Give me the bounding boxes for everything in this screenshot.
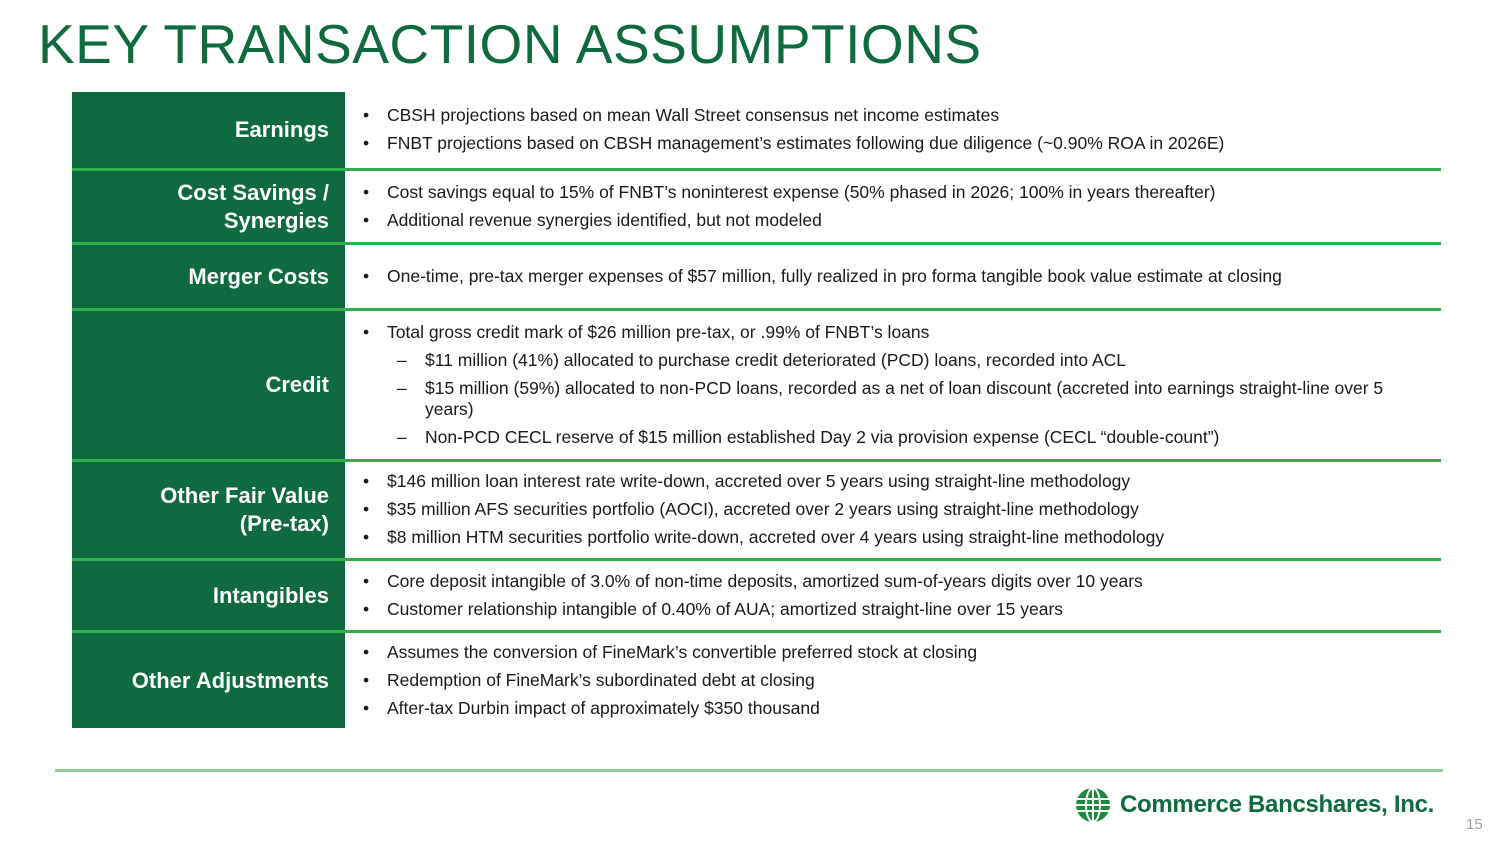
row-content [345,561,1441,630]
row-earnings [72,92,1441,171]
bullet-item: • After-tax Durbin impact of approximately $350 thousand [361,698,1411,719]
row-content [345,92,1441,168]
footer-divider [55,769,1443,772]
row-content [345,462,1441,558]
row-label: Other Adjustments [72,633,345,728]
row-label: Other Fair Value (Pre-tax) [72,462,345,558]
bullet-item: • Total gross credit mark of $26 million pre-tax, or .99% of FNBT’s loans [361,322,1411,343]
row-other-fair-value [72,462,1441,561]
assumptions-table [72,92,1441,728]
bullet-item: • Cost savings equal to 15% of FNBT’s noninterest expense (50% phased in 2026; 100% in years thereafter) [361,182,1411,203]
bullet-item: • One-time, pre-tax merger expenses of $57 million, fully realized in pro forma tangible book value estimate at closing [361,266,1411,287]
globe-icon [1074,786,1112,824]
row-merger-costs [72,245,1441,311]
row-label: Cost Savings / Synergies [72,171,345,242]
row-credit [72,311,1441,462]
page-title: KEY TRANSACTION ASSUMPTIONS [38,13,982,75]
company-logo [1074,786,1434,824]
bullet-item: • Customer relationship intangible of 0.40% of AUA; amortized straight-line over 15 years [361,599,1411,620]
sub-bullet-item: – $11 million (41%) allocated to purchase credit deteriorated (PCD) loans, recorded into ACL [361,350,1411,371]
row-label: Earnings [72,92,345,168]
row-label: Merger Costs [72,245,345,308]
row-cost-savings [72,171,1441,245]
logo-text: Commerce Bancshares, Inc. [1120,791,1434,818]
bullet-item: • Additional revenue synergies identified, but not modeled [361,210,1411,231]
row-intangibles [72,561,1441,633]
bullet-item: • Redemption of FineMark’s subordinated debt at closing [361,670,1411,691]
row-content [345,171,1441,242]
bullet-item: • CBSH projections based on mean Wall Street consensus net income estimates [361,105,1411,126]
sub-bullet-item: – $15 million (59%) allocated to non-PCD loans, recorded as a net of loan discount (accreted into earnings straight-line over 5 years) [361,378,1411,420]
row-content [345,633,1441,728]
bullet-item: • $8 million HTM securities portfolio write-down, accreted over 4 years using straight-line methodology [361,527,1411,548]
bullet-item: • Core deposit intangible of 3.0% of non-time deposits, amortized sum-of-years digits over 10 years [361,571,1411,592]
bullet-item: • $146 million loan interest rate write-down, accreted over 5 years using straight-line methodology [361,471,1411,492]
bullet-item: • Assumes the conversion of FineMark’s convertible preferred stock at closing [361,642,1411,663]
row-label: Credit [72,311,345,459]
row-other-adjustments [72,633,1441,728]
row-content [345,311,1441,459]
row-label: Intangibles [72,561,345,630]
bullet-item: • FNBT projections based on CBSH management’s estimates following due diligence (~0.90% ROA in 2026E) [361,133,1411,154]
sub-bullet-item: – Non-PCD CECL reserve of $15 million established Day 2 via provision expense (CECL “double-count”) [361,427,1411,448]
row-content [345,245,1441,308]
page-number: 15 [1466,816,1483,833]
bullet-item: • $35 million AFS securities portfolio (AOCI), accreted over 2 years using straight-line methodology [361,499,1411,520]
